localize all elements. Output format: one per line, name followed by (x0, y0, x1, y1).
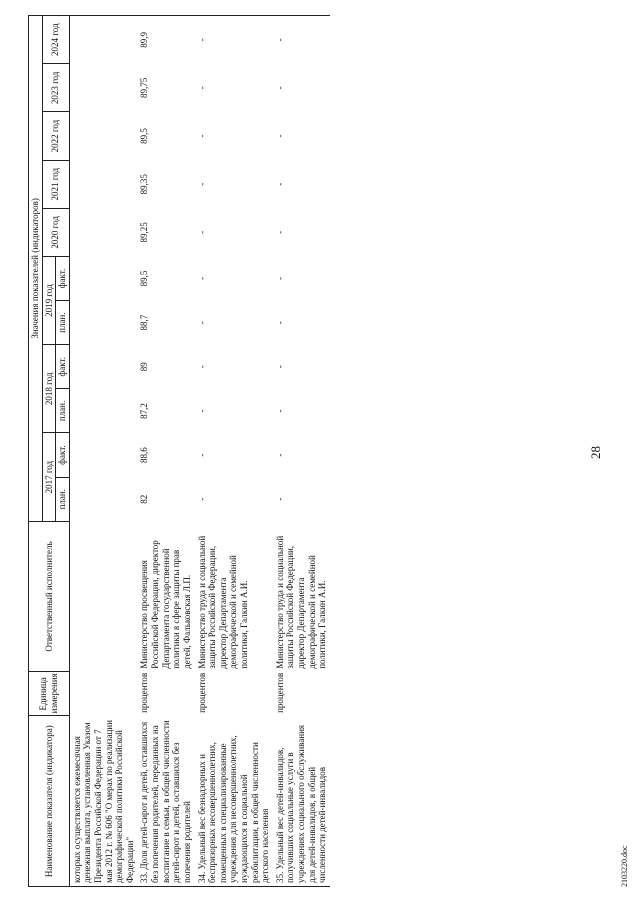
responsible-cell: Министерство просвещения Российской Федерации, директор Департамента государственной политики в сфере защиты прав детей, Фальковская Л.П. (139, 540, 192, 669)
value-cell (69, 477, 137, 521)
header-2024: 2024 год (42, 16, 69, 64)
header-plan: план. (56, 301, 70, 345)
value-cell: - (274, 134, 285, 138)
value-cell: - (274, 230, 285, 234)
indicator-name: которых осуществляется ежемесячная денежная выплата, установленная Указом Президента Российской Федерации от 7 мая 2012 г. № 606 "О мерах по реализации демографической политики Российской Федерации" (69, 716, 137, 887)
value-cell: - (196, 497, 207, 501)
value-cell: 89 (139, 362, 150, 372)
value-cell: - (274, 277, 285, 281)
value-cell: 87,2 (139, 403, 150, 419)
value-cell: - (196, 86, 207, 90)
value-cell: - (196, 230, 207, 234)
indicators-table (28, 15, 330, 887)
value-cell: 89,25 (139, 222, 150, 243)
header-2023: 2023 год (42, 64, 69, 112)
value-cell (69, 433, 137, 477)
indicator-name: 34. Удельный вес безнадзорных и беспризорных несовершеннолетних, помещенных в специализированные учреждения для несовершеннолетних, нуждающихся в социальной реабилитации, в общей численности детского населения (195, 716, 273, 887)
value-cell (69, 301, 137, 345)
value-cell (69, 389, 137, 433)
responsible-cell: Министерство труда и социальной защиты Российской Федерации, директор Департамента демографической и семейной политики, Галкин А.И. (274, 535, 328, 669)
responsible-cell: Министерство труда и социальной защиты Российской Федерации, директор Департамента демографической и семейной политики, Галкин А.И. (196, 535, 249, 669)
value-cell (69, 64, 137, 112)
value-cell: 89,75 (139, 77, 150, 99)
header-2019: 2019 год (42, 256, 56, 344)
value-cell (69, 345, 137, 389)
value-cell: 89,5 (139, 128, 150, 144)
header-plan: план. (56, 389, 70, 433)
footer-code: 2103220.doc (620, 845, 629, 887)
header-fact: факт. (56, 256, 70, 300)
unit-cell (69, 672, 137, 716)
value-cell: - (196, 321, 207, 325)
value-cell: - (274, 409, 285, 413)
value-cell: 88,6 (139, 447, 150, 463)
value-cell: - (274, 86, 285, 90)
value-cell (69, 160, 137, 208)
indicator-name: 35. Удельный вес детей-инвалидов, получивших социальные услуги в учреждениях социального обслуживания для детей-инвалидов, в общей численности детей-инвалидов (273, 716, 330, 887)
header-2021: 2021 год (42, 160, 69, 208)
header-unit: Единица измерения (29, 672, 70, 716)
value-cell: - (196, 365, 207, 369)
value-cell: - (274, 321, 285, 325)
value-cell: 88,7 (139, 314, 150, 331)
unit-cell: процентов (274, 672, 285, 713)
value-cell (69, 256, 137, 300)
value-cell: - (273, 16, 330, 64)
value-cell: - (196, 182, 207, 186)
table-row (273, 16, 330, 887)
value-cell: - (196, 277, 207, 281)
value-cell (69, 112, 137, 160)
value-cell: - (196, 409, 207, 413)
value-cell: 89,9 (137, 16, 194, 64)
value-cell: - (274, 182, 285, 186)
table-row (137, 16, 194, 887)
value-cell: 89,35 (139, 174, 150, 195)
header-2018: 2018 год (42, 345, 56, 433)
header-fact: факт. (56, 345, 70, 389)
value-cell: - (274, 497, 285, 501)
table-row (69, 16, 137, 887)
unit-cell: процентов (139, 672, 150, 713)
header-2017: 2017 год (42, 433, 56, 521)
value-cell: - (195, 16, 273, 64)
header-name: Наименование показателя (индикатора) (29, 716, 70, 887)
value-cell: - (196, 453, 207, 457)
unit-cell: процентов (196, 672, 207, 713)
value-cell: 82 (139, 494, 150, 504)
value-cell: - (274, 365, 285, 369)
indicator-name: 33. Доля детей-сирот и детей, оставшихся без попечения родителей, переданных на воспитание в семьи, в общей численности детей-сирот и детей, оставшихся без попечения родителей (137, 716, 194, 887)
header-responsible: Ответственный исполнитель (29, 521, 70, 672)
responsible-cell (69, 521, 137, 672)
header-fact: факт. (56, 433, 70, 477)
page-number: 28 (588, 446, 603, 459)
value-cell (69, 208, 137, 256)
header-2020: 2020 год (42, 208, 69, 256)
header-plan: план. (56, 477, 70, 521)
header-values: Значения показателей (индикаторов) (29, 16, 43, 522)
value-cell (69, 16, 137, 64)
table-row (195, 16, 273, 887)
header-2022: 2022 год (42, 112, 69, 160)
value-cell: - (196, 134, 207, 138)
value-cell: - (274, 453, 285, 457)
value-cell: 89,5 (139, 270, 150, 287)
